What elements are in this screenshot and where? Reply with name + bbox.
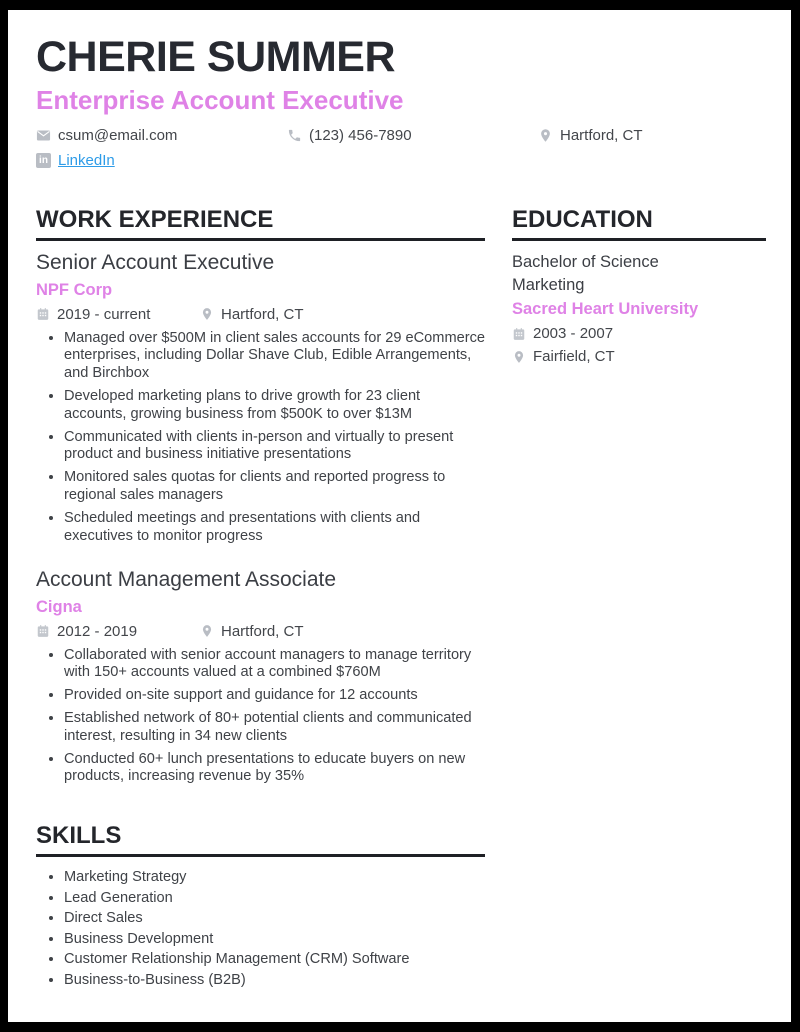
linkedin-icon: in (36, 153, 51, 168)
contact-info (36, 127, 766, 169)
job-bullet: • Established network of 80+ potential clients and communicated interest, resulting in 34 new clients (64, 710, 485, 746)
skills-heading: SKILLS (36, 823, 485, 857)
education-school: Sacred Heart University (512, 300, 699, 319)
job-bullet: • Managed over $500M in client sales accounts for 29 eCommerce enterprises, including Dollar Shave Club, Edible Arrangements, and Birchbox (64, 330, 485, 383)
right-column (512, 207, 766, 991)
education-location (512, 348, 766, 365)
calendar-icon (512, 327, 526, 341)
location-pin-icon (200, 624, 214, 638)
envelope-icon (36, 128, 51, 143)
skill-item: • Direct Sales (64, 909, 485, 929)
job-bullet-list (36, 647, 485, 787)
contact-email-text: csum@email.com (58, 127, 178, 145)
job-bullet: • Collaborated with senior account managers to manage territory with 150+ accounts valued at a combined $760M (64, 647, 485, 683)
calendar-icon (36, 307, 50, 321)
job-bullet: • Provided on-site support and guidance for 12 accounts (64, 687, 485, 705)
job-bullet: • Developed marketing plans to drive growth for 23 client accounts, growing business from $500K to over $13M (64, 388, 485, 424)
work-experience-heading: WORK EXPERIENCE (36, 207, 485, 241)
job-dates-text: 2012 - 2019 (57, 622, 138, 640)
job-location (200, 623, 304, 640)
education-entry (512, 251, 766, 365)
job-dates (36, 306, 200, 323)
resume-body (36, 207, 766, 991)
location-pin-icon (200, 307, 214, 321)
contact-location-text: Hartford, CT (560, 127, 643, 145)
job-company: NPF Corp (36, 280, 113, 299)
education-heading: EDUCATION (512, 207, 766, 241)
linkedin-link[interactable]: LinkedIn (58, 152, 115, 170)
skill-item: • Marketing Strategy (64, 868, 485, 888)
phone-icon (287, 128, 302, 143)
skill-item: • Lead Generation (64, 889, 485, 909)
resume-header (36, 33, 766, 170)
work-experience-section (36, 207, 485, 786)
education-section (512, 207, 766, 365)
education-degree: Bachelor of Science (512, 253, 659, 272)
contact-email (36, 127, 287, 144)
education-location-text: Fairfield, CT (533, 348, 615, 366)
contact-phone-text: (123) 456-7890 (309, 127, 412, 145)
education-field: Marketing (512, 275, 585, 294)
job-entry (36, 251, 485, 545)
job-bullet: • Conducted 60+ lunch presentations to educate buyers on new products, increasing revenue by 35% (64, 751, 485, 787)
contact-phone (287, 127, 538, 144)
job-location-text: Hartford, CT (221, 622, 304, 640)
job-title: Account Management Associate (36, 568, 337, 592)
left-column (36, 207, 485, 991)
job-bullet: • Scheduled meetings and presentations with clients and executives to monitor progress (64, 510, 485, 546)
education-dates-text: 2003 - 2007 (533, 325, 614, 343)
job-bullet: • Monitored sales quotas for clients and reported progress to regional sales managers (64, 469, 485, 505)
job-location-text: Hartford, CT (221, 305, 304, 323)
job-meta (36, 623, 485, 640)
skill-item: • Business-to-Business (B2B) (64, 971, 485, 991)
contact-location (538, 127, 766, 144)
skill-list (36, 868, 485, 990)
education-dates (512, 325, 766, 342)
skill-item: • Business Development (64, 930, 485, 950)
job-title: Senior Account Executive (36, 251, 275, 275)
person-name: CHERIE SUMMER (36, 33, 396, 81)
job-entry (36, 568, 485, 786)
contact-linkedin (36, 152, 287, 169)
job-company: Cigna (36, 597, 82, 616)
job-dates (36, 623, 200, 640)
location-pin-icon (538, 128, 553, 143)
person-job-title: Enterprise Account Executive (36, 85, 404, 115)
skills-section (36, 823, 485, 990)
job-meta (36, 306, 485, 323)
location-pin-icon (512, 350, 526, 364)
skill-item: • Customer Relationship Management (CRM) Software (64, 950, 485, 970)
job-bullet-list (36, 330, 485, 546)
job-bullet: • Communicated with clients in-person and virtually to present product and business initiative presentations (64, 429, 485, 465)
job-dates-text: 2019 - current (57, 305, 151, 323)
calendar-icon (36, 624, 50, 638)
job-location (200, 306, 304, 323)
